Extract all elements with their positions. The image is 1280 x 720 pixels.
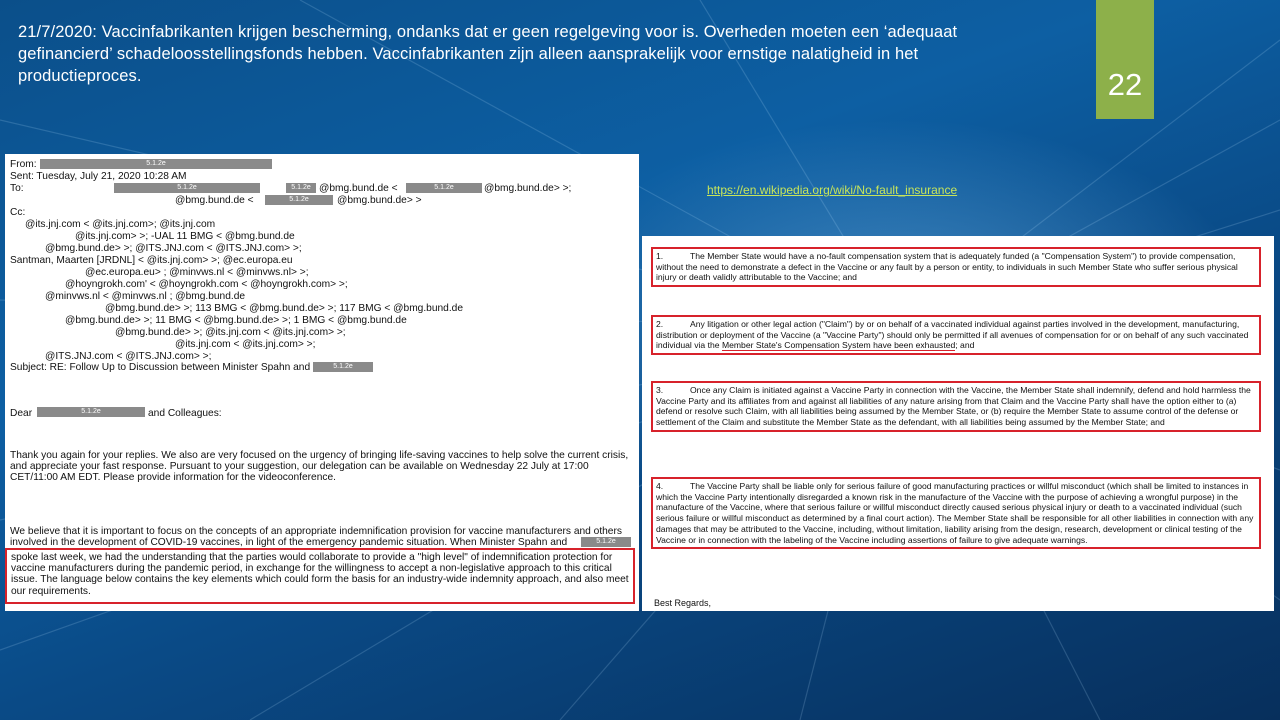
redaction-block: 5.1.2e <box>40 159 272 169</box>
redaction-block: 5.1.2e <box>114 183 260 193</box>
cc-line: @its.jnj.com < @its.jnj.com> >; <box>175 339 316 350</box>
cc-line: @bmg.bund.de> >; 113 BMG < @bmg.bund.de> >; 117 BMG < @bmg.bund.de <box>105 303 463 314</box>
email-cc-label: Cc: <box>10 207 26 218</box>
cc-line: @bmg.bund.de> >; @ITS.JNJ.com < @ITS.JNJ.com> >; <box>45 243 302 254</box>
clause-text: Once any Claim is initiated against a Vaccine Party in connection with the Vaccine, the Member State shall indemnify, defend and hold harmless the Vaccine Party and its affiliates from and against all liabilities of any nature arising from that Claim and the Vaccine Party shall have the option either to (a) defend or resolve such Claim, with all liabilities being assumed by the Member State, or (b) require the Member State to assume control of the defense or settlement of the Claim and substitute the Member State as the defendant, with all liabilities being assumed by the Member State; and <box>656 385 1251 428</box>
email-paragraph-2-highlighted: spoke last week, we had the understanding that the parties would collaborate to provide a "high level" of indemnification protection for vaccine manufacturers during the pandemic period, in exchange for the willingness to accept a non-legislative approach to this critical issue. The language below contains the key elements which could form the basis for an industry-wide indemnity approach, and also meet our requirements. <box>11 552 629 597</box>
email-sent-line: Sent: Tuesday, July 21, 2020 10:28 AM <box>10 171 187 182</box>
subject-text: Subject: RE: Follow Up to Discussion between Minister Spahn and <box>10 362 311 373</box>
email-paragraph-2-intro: We believe that it is important to focus on the concepts of an appropriate indemnification provision for vaccine manufacturers and others involved in the development of COVID-19 vaccines, in light of the emergency pandemic situation. When Minister Spahn and <box>10 526 622 549</box>
greeting-start: Dear <box>10 408 33 419</box>
slide-number-badge <box>1096 0 1154 119</box>
redaction-block: 5.1.2e <box>581 537 631 547</box>
to-address: @bmg.bund.de> > <box>337 195 422 206</box>
email-excerpt <box>5 154 639 611</box>
slide-number: 22 <box>1107 67 1143 102</box>
email-greeting <box>10 408 32 419</box>
redaction-block: 5.1.2e <box>265 195 333 205</box>
to-address: @bmg.bund.de < <box>175 195 254 206</box>
cc-line: @ec.europa.eu> ; @minvws.nl < @minvws.nl> >; <box>85 267 309 278</box>
clause-4 <box>651 477 1261 549</box>
clause-3 <box>651 381 1261 432</box>
highlight-box <box>5 548 635 604</box>
clause-text: Any litigation or other legal action ("Claim") by or on behalf of a vaccinated individual against parties involved in the development, manufacturing, distribution or deployment of the Vaccine (a "Vaccine Party") should only be permitted if all avenues of compensation for or on behalf of any such vaccinated individual via the <box>656 319 1249 351</box>
email-from-line <box>10 159 166 170</box>
cc-line: Santman, Maarten [JRDNL] < @its.jnj.com> >; @ec.europa.eu <box>10 255 293 266</box>
to-address: @bmg.bund.de < <box>319 183 398 194</box>
cc-line: @its.jnj.com < @its.jnj.com>; @its.jnj.com <box>25 219 216 230</box>
clause-text: The Member State would have a no-fault compensation system that is adequately funded (a "Compensation System") to provide compensation, without the need to demonstrate a defect in the Vaccine or any fault by a person or entity, to individuals in such Member State who suffer serious physical injury or death validly attributable to the Vaccine; and <box>656 251 1238 283</box>
email-subject <box>10 362 310 373</box>
clause-number: 2. <box>656 319 664 329</box>
email-to-line <box>10 183 572 194</box>
to-label: To: <box>10 183 24 194</box>
redaction-block: 5.1.2e <box>313 362 373 372</box>
cc-line: @bmg.bund.de> >; @its.jnj.com < @its.jnj.com> >; <box>115 327 346 338</box>
cc-line: @bmg.bund.de> >; 11 BMG < @bmg.bund.de> >; 1 BMG < @bmg.bund.de <box>65 315 407 326</box>
slide-title: 21/7/2020: Vaccinfabrikanten krijgen bescherming, ondanks dat er geen regelgeving voor is. Overheden moeten een ‘adequaat gefinancierd’ schadeloosstellingsfonds hebben. Vaccinfabrikanten zijn alleen aansprakelijk voor ernstige nalatigheid in het productieproces. <box>18 23 958 85</box>
clause-number: 1. <box>656 251 664 261</box>
cc-line: @ITS.JNJ.com < @ITS.JNJ.com> >; <box>45 351 212 362</box>
clause-number: 4. <box>656 481 664 491</box>
clause-1 <box>651 247 1261 287</box>
cc-line: @minvws.nl < @minvws.nl ; @bmg.bund.de <box>45 291 246 302</box>
clause-number: 3. <box>656 385 664 395</box>
from-label: From: <box>10 159 37 170</box>
redaction-block: 5.1.2e <box>286 183 316 193</box>
greeting-end: and Colleagues: <box>148 408 222 419</box>
underlined-clause-text: Member State's Compensation System have been exhausted <box>721 340 956 351</box>
clause-text-end: ; and <box>955 340 975 351</box>
cc-line: @hoyngrokh.com' < @hoyngrokh.com < @hoyngrokh.com> >; <box>65 279 348 290</box>
clause-text: The Vaccine Party shall be liable only for serious failure of good manufacturing practices or willful misconduct (which shall be limited to instances in which the Vaccine Party intentionally disregarded a known risk in the manufacture of the Vaccine with the purpose of achieving a wrongful purpose) in the manufacture of the Vaccine, where that serious failure or willful misconduct directly caused serious physical injury or death to a vaccinated individual (such serious failure or willful misconduct as determined by a final court action). The Member State shall be responsible for all other liabilities in connection with any damages that may be attributed to the Vaccine, including, without limitation, liability arising from the design, research, development or clinical testing of the Vaccine or in connection with the labeling of the Vaccine including assertions of failure to give adequate warnings. <box>656 481 1254 545</box>
no-fault-insurance-link[interactable]: https://en.wikipedia.org/wiki/No-fault_insurance <box>707 183 958 197</box>
redaction-block: 5.1.2e <box>37 407 145 417</box>
redaction-block: 5.1.2e <box>406 183 482 193</box>
email-paragraph-1: Thank you again for your replies. We also are very focused on the urgency of bringing life-saving vaccines to help solve the current crisis, and appreciate your fast response. Pursuant to your suggestion, our delegation can be available on Wednesday 22 July at 17:00 CET/11:00 AM EDT. Please provide information for the videoconference. <box>10 450 629 484</box>
clause-2 <box>651 315 1261 355</box>
contract-excerpt <box>642 236 1274 611</box>
closing: Best Regards, <box>654 598 712 608</box>
to-address: @bmg.bund.de> >; <box>484 183 572 194</box>
cc-line: @its.jnj.com> >; -UAL 11 BMG < @bmg.bund.de <box>75 231 295 242</box>
